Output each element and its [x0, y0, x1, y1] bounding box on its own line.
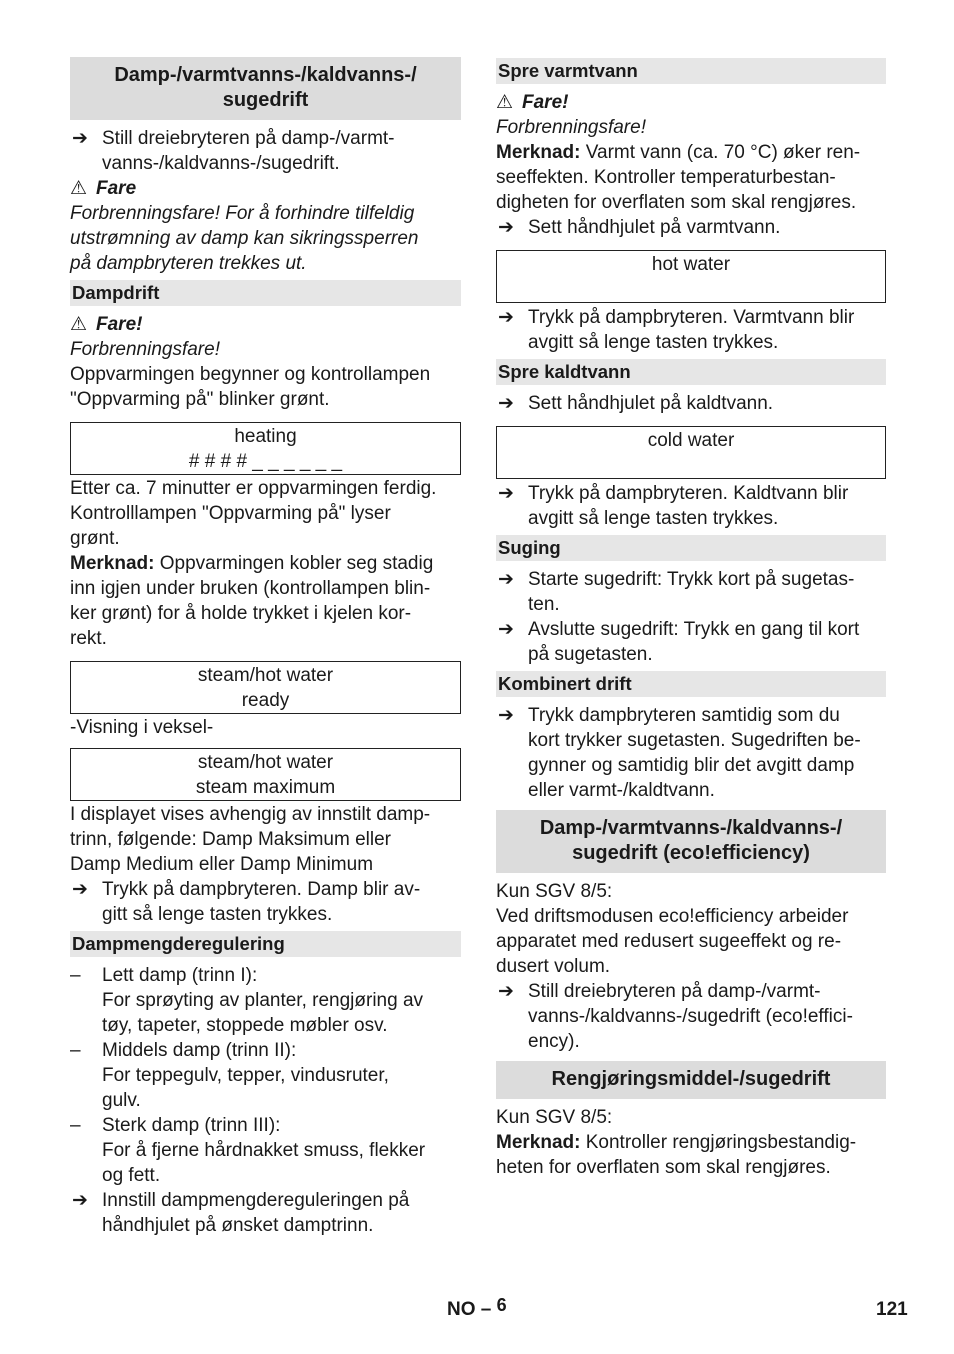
- section-heading-steam-vacuum: Damp-/varmtvanns-/kaldvanns-/ sugedrift: [70, 57, 461, 120]
- subheading-dampmengderegulering: Dampmengderegulering: [70, 931, 461, 957]
- instruction-step: ➔ Trykk dampbryteren samtidig som du kort trykker sugetasten. Sugedriften be- gynner og samtidig blir det avgitt damp eller varmt-/kaldtvann.: [498, 705, 861, 801]
- subheading-dampdrift: Dampdrift: [70, 280, 461, 306]
- right-arrow-icon: ➔: [498, 483, 514, 504]
- paragraph: Oppvarmingen begynner og kontrollampen "Oppvarming på" blinker grønt.: [70, 364, 431, 410]
- subheading-spre-kaldtvann: Spre kaldtvann: [496, 359, 886, 385]
- dash-bullet: –: [70, 965, 81, 986]
- note-paragraph: Merknad: Varmt vann (ca. 70 °C) øker ren- seeffekten. Kontroller temperaturbestan- digheten for overflaten som skal rengjøres.: [496, 142, 861, 213]
- display-steam-maximum: steam/hot water steam maximum: [70, 748, 461, 801]
- instruction-step: ➔ Starte sugedrift: Trykk kort på sugetas- ten.: [498, 569, 855, 615]
- paragraph: Kun SGV 8/5:: [496, 1107, 613, 1128]
- instruction-step: ➔ Trykk på dampbryteren. Damp blir av- gitt så lenge tasten trykkes.: [72, 879, 421, 925]
- dash-bullet: –: [70, 1115, 81, 1136]
- instruction-step: ➔ Sett håndhjulet på varmtvann.: [498, 217, 781, 238]
- right-arrow-icon: ➔: [498, 569, 514, 590]
- display-cold-water: cold water: [496, 426, 886, 479]
- paragraph: Etter ca. 7 minutter er oppvarmingen ferdig. Kontrolllampen "Oppvarming på" lyser grønt.: [70, 478, 437, 549]
- right-arrow-icon: ➔: [498, 981, 514, 1002]
- danger-warning: ⚠ Fare!: [70, 314, 143, 335]
- danger-warning: ⚠ Fare!: [496, 92, 569, 113]
- dash-bullet: –: [70, 1040, 81, 1061]
- display-heating: heating # # # # _ _ _ _ _ _: [70, 422, 461, 475]
- danger-warning: ⚠ Fare: [70, 178, 137, 199]
- left-column: [70, 57, 461, 1238]
- paragraph: I displayet vises avhengig av innstilt damp- trinn, følgende: Damp Maksimum eller Damp Medium eller Damp Minimum: [70, 804, 431, 875]
- right-arrow-icon: ➔: [498, 705, 514, 726]
- paragraph: Kun SGV 8/5: Ved driftsmodusen eco!efficiency arbeider apparatet med redusert sugeeffekt og re- dusert volum.: [496, 881, 849, 977]
- instruction-step: ➔ Still dreiebryteren på damp-/varmt- vanns-/kaldvanns-/sugedrift (eco!effici- ency).: [498, 981, 853, 1052]
- list-item: – Lett damp (trinn I): For sprøyting av planter, rengjøring av tøy, tapeter, stoppede møbler osv.: [70, 965, 424, 1036]
- right-arrow-icon: ➔: [72, 1190, 88, 1211]
- list-item: – Sterk damp (trinn III): For å fjerne hårdnakket smuss, flekker og fett.: [70, 1115, 426, 1186]
- instruction-step: ➔ Sett håndhjulet på kaldtvann.: [498, 393, 774, 414]
- warning-text: Forbrenningsfare! For å forhindre tilfeldig utstrømning av damp kan sikringssperren på dampbryteren trekkes ut.: [70, 203, 419, 274]
- warning-text: Forbrenningsfare!: [70, 339, 220, 360]
- note-paragraph: Merknad: Kontroller rengjøringsbestandig- heten for overflaten som skal rengjøres.: [496, 1132, 857, 1178]
- instruction-step: ➔ Avslutte sugedrift: Trykk en gang til kort på sugetasten.: [498, 619, 860, 665]
- warning-triangle-icon: ⚠: [496, 92, 514, 113]
- display-ready: steam/hot water ready: [70, 661, 461, 714]
- footer-language-code: NO – $^6$: [447, 1295, 507, 1320]
- right-arrow-icon: ➔: [72, 128, 88, 149]
- warning-triangle-icon: ⚠: [70, 314, 88, 335]
- section-heading-rengjoring: Rengjøringsmiddel-/sugedrift: [496, 1061, 886, 1099]
- right-column: [496, 57, 886, 1180]
- instruction-step: ➔ Still dreiebryteren på damp-/varmt- vanns-/kaldvanns-/sugedrift.: [72, 128, 395, 174]
- display-hot-water: hot water: [496, 250, 886, 303]
- subheading-suging: Suging: [496, 535, 886, 561]
- page-number: 121: [876, 1299, 908, 1320]
- right-arrow-icon: ➔: [498, 393, 514, 414]
- alternating-note: -Visning i veksel-: [70, 717, 214, 738]
- list-item: – Middels damp (trinn II): For teppegulv, tepper, vindusruter, gulv.: [70, 1040, 389, 1111]
- warning-triangle-icon: ⚠: [70, 178, 88, 199]
- instruction-step: ➔ Trykk på dampbryteren. Varmtvann blir avgitt så lenge tasten trykkes.: [498, 307, 855, 353]
- right-arrow-icon: ➔: [72, 879, 88, 900]
- right-arrow-icon: ➔: [498, 619, 514, 640]
- warning-text: Forbrenningsfare!: [496, 117, 646, 138]
- instruction-step: ➔ Trykk på dampbryteren. Kaldtvann blir avgitt så lenge tasten trykkes.: [498, 483, 849, 529]
- instruction-step: ➔ Innstill dampmengdereguleringen på håndhjulet på ønsket damptrinn.: [72, 1190, 410, 1236]
- subheading-spre-varmtvann: Spre varmtvann: [496, 58, 886, 84]
- right-arrow-icon: ➔: [498, 307, 514, 328]
- note-paragraph: Merknad: Oppvarmingen kobler seg stadig inn igjen under bruken (kontrollampen blin- ker grønt) for å holde trykket i kjelen kor- rekt.: [70, 553, 434, 649]
- right-arrow-icon: ➔: [498, 217, 514, 238]
- section-heading-eco-efficiency: Damp-/varmtvanns-/kaldvanns-/ sugedrift (eco!efficiency): [496, 810, 886, 873]
- subheading-kombinert-drift: Kombinert drift: [496, 671, 886, 697]
